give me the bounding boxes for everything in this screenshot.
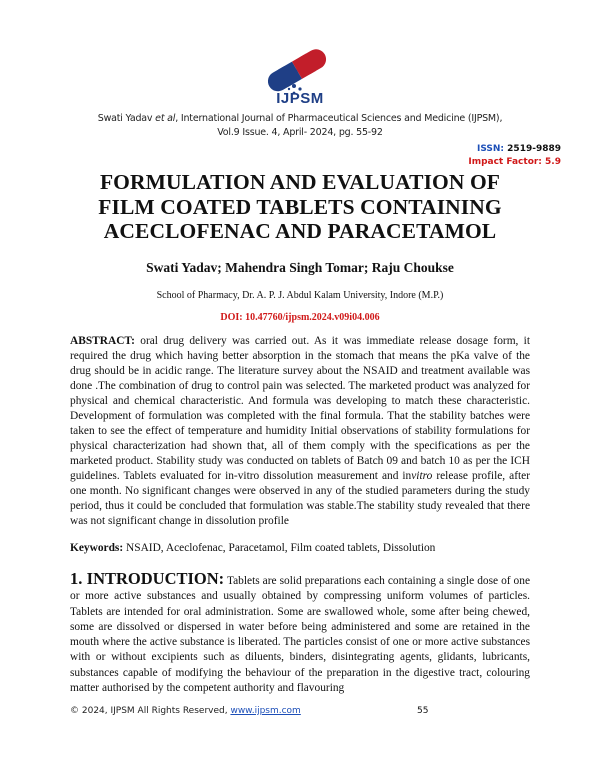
- journal-citation: [40, 112, 560, 140]
- citation-volume: Vol.9 Issue. 4, April- 2024, pg. 55-92: [217, 127, 383, 138]
- section-heading: 1. INTRODUCTION:: [70, 569, 225, 588]
- citation-etal: et al: [155, 113, 176, 124]
- issn-block: [468, 143, 561, 169]
- citation-author: Swati Yadav: [97, 113, 153, 124]
- abstract: [70, 334, 530, 529]
- page-number: 55: [417, 706, 429, 716]
- title-line: FORMULATION AND EVALUATION OF: [99, 170, 501, 194]
- footer: [70, 706, 530, 716]
- copyright: © 2024, IJPSM All Rights Reserved,: [70, 706, 231, 716]
- keywords-label: Keywords:: [70, 542, 124, 554]
- impact-factor: Impact Factor: 5.9: [468, 157, 561, 167]
- issn-value: 2519-9889: [504, 144, 561, 154]
- introduction: [70, 571, 530, 696]
- authors: Swati Yadav; Mahendra Singh Tomar; Raju Choukse: [146, 260, 454, 275]
- citation-journal: , International Journal of Pharmaceutical Sciences and Medicine (IJPSM),: [175, 113, 503, 124]
- abstract-text-end: release profile, after one month. No significant changes were observed in any of the studied parameters during the study period, thus it could be concluded that formulation was stable.The stability study revealed that there was not significant change in dissolution profile: [70, 470, 531, 527]
- title-line: FILM COATED TABLETS CONTAINING: [98, 194, 502, 219]
- keywords: [70, 541, 530, 556]
- affiliation: School of Pharmacy, Dr. A. P. J. Abdul Kalam University, Indore (M.P.): [156, 290, 444, 301]
- issn-label: ISSN:: [476, 144, 505, 154]
- article-title: [40, 170, 560, 244]
- website-link[interactable]: www.ijpsm.com: [230, 706, 301, 716]
- keywords-list: NSAID, Aceclofenac, Paracetamol, Film coated tablets, Dissolution: [123, 542, 436, 554]
- journal-logo-text: IJPSM: [276, 90, 324, 107]
- abstract-italic: vitro: [411, 470, 433, 482]
- doi: DOI: 10.47760/ijpsm.2024.v09i04.006: [220, 312, 380, 323]
- title-line: ACECLOFENAC AND PARACETAMOL: [103, 219, 497, 243]
- abstract-text: oral drug delivery was carried out. As it was immediate release dosage form, it required the drug which having better absorption in the stomach that means the pKa valve of the drug should be in acidic range. The literature survey about the NSAID and treatment available was done .The combination of drug to control pain was selected. The marketed product was analyzed for physical and chemical characteristic. And formula was developing to match these characteristic. Development of formulation was completed with the final formula. That the stability batches were taken to see the effect of temperature and humidity Initial observations of stability formulations for physical characterization had shown that, all of them comply with the specifications as per the marketed product. Stability study was conducted on tablets of Batch 09 and batch 10 as per the ICH guidelines. Tablets evaluated for in-vitro dissolution measurement and in: [70, 335, 530, 482]
- intro-text: Tablets are solid preparations each containing a single dose of one or more active substances and usually obtained by compressing uniform volumes of particles. Tablets are intended for oral administration. Some are swallowed whole, some after being chewed, some are dissolved or dispersed in water before being administered and some are retained in the mouth where the active substance is liberated. The particles consist of one or more active substances with or without excipients such as diluents, binders, disintegrating agents, glidants, lubricants, substances capable of modifying the behaviour of the preparation in the digestive tract, colouring matter authorised by the competent authority and flavouring: [70, 575, 531, 695]
- abstract-label: ABSTRACT:: [70, 335, 135, 347]
